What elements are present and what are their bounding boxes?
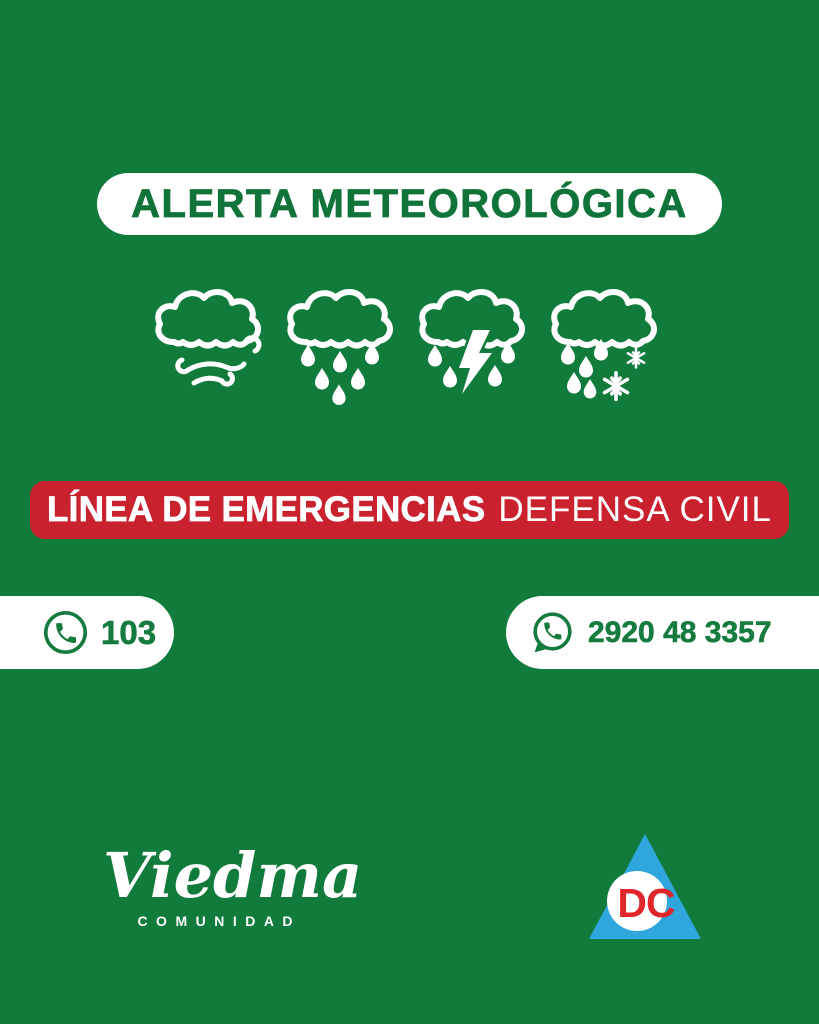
cloud-rain-icon (284, 284, 404, 408)
cloud-lightning-rain-icon (416, 284, 536, 408)
alert-title-pill (97, 173, 722, 235)
weather-icons-row (0, 284, 819, 408)
viedma-logo (103, 839, 363, 930)
viedma-subtitle: COMUNIDAD (137, 913, 302, 930)
phone-number: 103 (101, 613, 157, 651)
phone-icon (42, 609, 89, 656)
alert-title: ALERTA METEOROLÓGICA (131, 181, 688, 226)
defensa-civil-logo (589, 834, 701, 939)
whatsapp-icon (528, 609, 576, 657)
banner-bold-text: LÍNEA DE EMERGENCIAS (47, 490, 486, 529)
whatsapp-number: 2920 48 3357 (588, 615, 772, 649)
cloud-wind-icon (152, 284, 272, 408)
emergency-banner (30, 481, 789, 539)
viedma-wordmark: Viedma (103, 839, 363, 912)
banner-regular-text: DEFENSA CIVIL (498, 490, 772, 529)
whatsapp-pill (506, 596, 819, 669)
dc-initials: DC (617, 880, 675, 926)
phone-pill (0, 596, 174, 669)
cloud-snow-rain-icon (548, 284, 668, 408)
